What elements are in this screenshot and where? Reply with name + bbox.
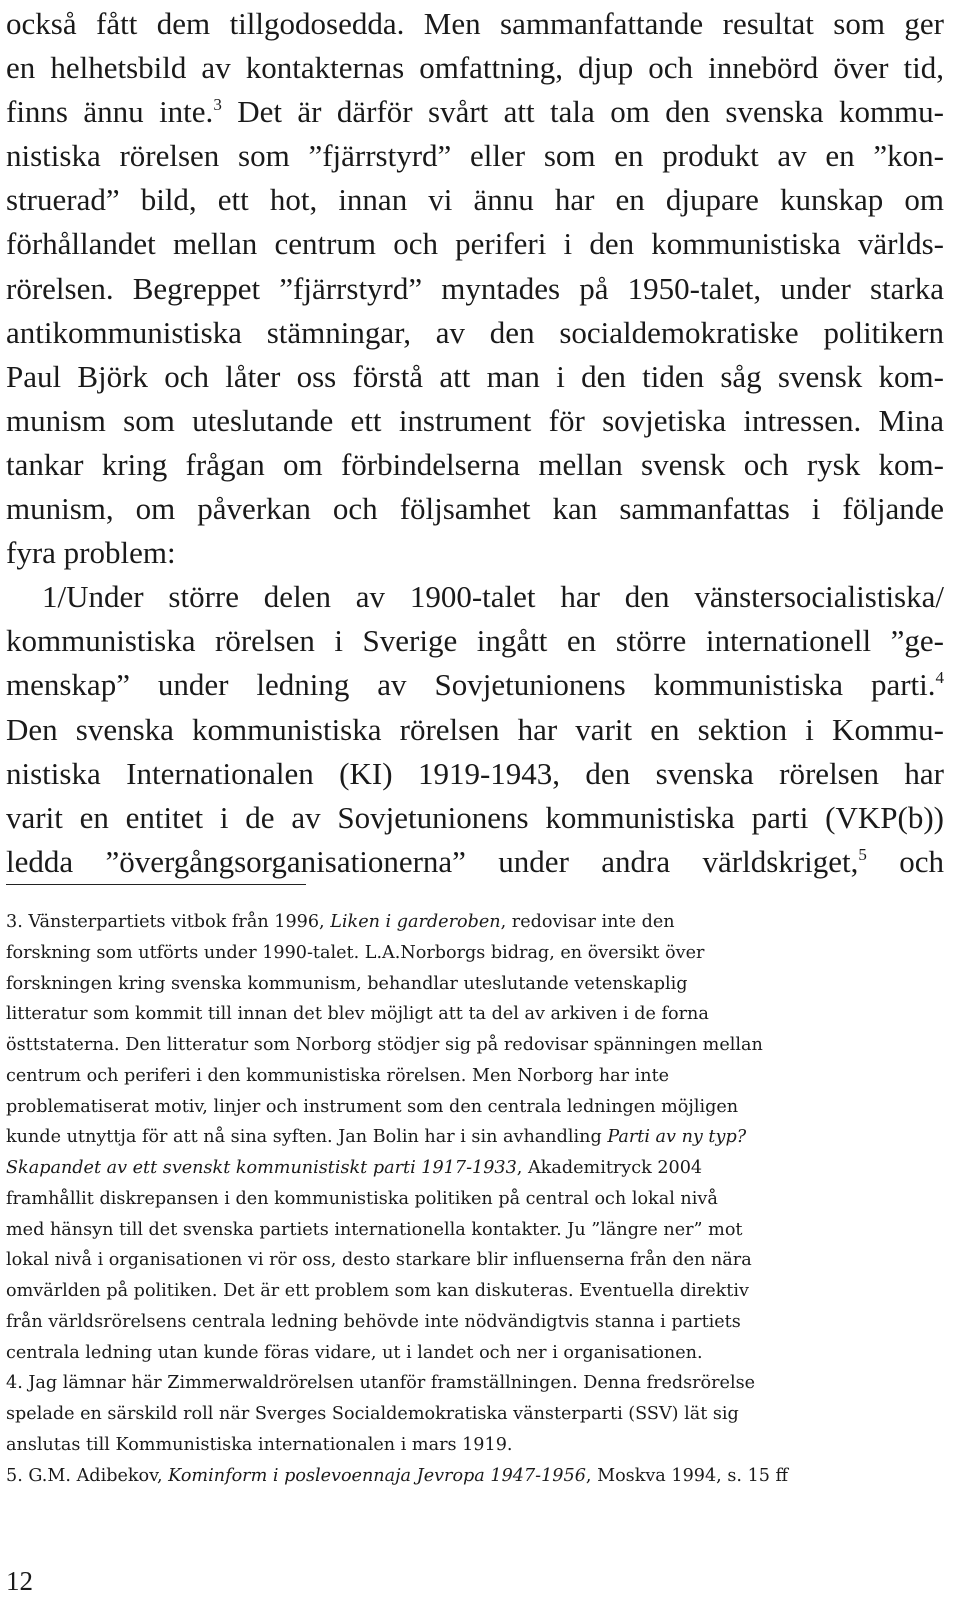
- text-line: munism, om påverkan och följsamhet kan sammanfattas i följande: [6, 491, 944, 527]
- italic-title: Skapandet av ett svenskt kommunistiskt parti 1917-1933: [6, 1158, 517, 1178]
- footnote-line: litteratur som kommit till innan det blev möjligt att ta del av arkiven i de forna: [6, 1004, 709, 1025]
- footnote-line: [6, 1153, 944, 1184]
- footnote-line: forskning som utförts under 1990-talet. L.A.Norborgs bidrag, en översikt över: [6, 942, 705, 963]
- footnote-line: östtstaterna. Den litteratur som Norborg stödjer sig på redovisar spänningen mellan: [6, 1035, 763, 1055]
- footnote-line: omvärlden på politiken. Det är ett problem som kan diskuteras. Eventuella direktiv: [6, 1281, 749, 1301]
- text-fragment: Det är därför svårt att tala om den svenska kommu-: [221, 94, 944, 130]
- text-fragment: finns ännu inte.: [6, 94, 214, 130]
- text-line: kommunistiska rörelsen i Sverige ingått en större internationell ”ge-: [6, 623, 944, 659]
- body-text: [6, 2, 944, 884]
- text-line: 1/Under större delen av 1900-talet har den vänstersocialistiska/: [42, 579, 944, 615]
- footnote-line: [6, 1122, 944, 1153]
- text-fragment: ledda ”övergångsorganisationerna” under andra världskriget,: [6, 843, 859, 879]
- text-fragment: kunde utnyttja för att nå sina syften. Jan Bolin har i sin avhandling: [6, 1127, 608, 1148]
- text-fragment: 5. G.M. Adibekov,: [6, 1465, 169, 1486]
- footnote-line: [6, 907, 944, 938]
- text-line: munism som uteslutande ett instrument för sovjetiska intressen. Mina: [6, 402, 944, 438]
- footnote-ref-3[interactable]: 3: [213, 95, 222, 115]
- footnote-line: 4. Jag lämnar här Zimmerwaldrörelsen utanför framställningen. Denna fredsrörelse: [6, 1373, 756, 1394]
- text-fragment: , Moskva 1994, s. 15 ff: [585, 1465, 789, 1486]
- text-fragment: , Akademitryck 2004: [516, 1158, 703, 1178]
- footnote-ref-4[interactable]: 4: [935, 668, 944, 688]
- text-line: Den svenska kommunistiska rörelsen har varit en sektion i Kommu-: [6, 711, 944, 747]
- text-fragment: menskap” under ledning av Sovjetunionens kommunistiska parti.: [6, 667, 936, 703]
- text-fragment: 3. Vänsterpartiets vitbok från 1996,: [6, 912, 331, 932]
- italic-title: Kominform i poslevoennaja Jevropa 1947-1956: [168, 1465, 586, 1486]
- footnote-line: med hänsyn till det svenska partiets internationella kontakter. Ju ”längre ner” mot: [6, 1219, 743, 1240]
- page-number: 12: [6, 1566, 33, 1596]
- footnote-separator: [6, 884, 306, 885]
- footnotes: [6, 907, 944, 1491]
- text-fragment: , redovisar inte den: [500, 912, 675, 932]
- text-line: rörelsen. Begreppet ”fjärrstyrd” myntades på 1950-talet, under starka: [6, 270, 944, 306]
- text-line: [6, 840, 944, 884]
- footnote-line: från världsrörelsens centrala ledning behövde inte nödvändigtvis stanna i partiets: [6, 1311, 741, 1332]
- footnote-ref-5[interactable]: 5: [858, 844, 867, 864]
- footnote-line: problematiserat motiv, linjer och instrument som den centrala ledningen möjligen: [6, 1096, 739, 1117]
- text-line: en helhetsbild av kontakternas omfattning, djup och innebörd över tid,: [6, 50, 944, 86]
- italic-title: Liken i garderoben: [330, 912, 501, 932]
- text-line: fyra problem:: [6, 535, 176, 571]
- text-line: tankar kring frågan om förbindelserna mellan svensk och rysk kom-: [6, 446, 944, 482]
- text-line: struerad” bild, ett hot, innan vi ännu har en djupare kunskap om: [6, 182, 944, 218]
- text-line: nistiska Internationalen (KI) 1919-1943, den svenska rörelsen har: [6, 755, 944, 791]
- text-line: [6, 663, 944, 707]
- text-line: nistiska rörelsen som ”fjärrstyrd” eller som en produkt av en ”kon-: [6, 138, 944, 174]
- footnote-line: framhållit diskrepansen i den kommunistiska politiken på central och lokal nivå: [6, 1188, 718, 1209]
- text-fragment: och: [866, 843, 944, 879]
- footnote-line: anslutas till Kommunistiska internationalen i mars 1919.: [6, 1434, 513, 1455]
- footnote-line: centrala ledning utan kunde föras vidare, ut i landet och ner i organisationen.: [6, 1342, 703, 1363]
- text-line: också fått dem tillgodosedda. Men sammanfattande resultat som ger: [6, 6, 944, 41]
- footnote-line: [6, 1461, 944, 1492]
- footnote-line: forskningen kring svenska kommunism, behandlar uteslutande vetenskaplig: [6, 973, 688, 994]
- footnote-line: centrum och periferi i den kommunistiska rörelsen. Men Norborg har inte: [6, 1065, 670, 1086]
- text-line: antikommunistiska stämningar, av den socialdemokratiske politikern: [6, 314, 944, 350]
- text-line: Paul Björk och låter oss förstå att man i den tiden såg svensk kom-: [6, 358, 944, 394]
- footnote-line: spelade en särskild roll när Sverges Socialdemokratiska vänsterparti (SSV) lät sig: [6, 1404, 739, 1424]
- footnote-line: lokal nivå i organisationen vi rör oss, desto starkare blir influenserna från den nära: [6, 1250, 752, 1271]
- text-line: förhållandet mellan centrum och periferi i den kommunistiska världs-: [6, 226, 944, 262]
- text-line: [6, 90, 944, 134]
- text-line: varit en entitet i de av Sovjetunionens kommunistiska parti (VKP(b)): [6, 799, 944, 835]
- italic-title: Parti av ny typ?: [607, 1127, 747, 1148]
